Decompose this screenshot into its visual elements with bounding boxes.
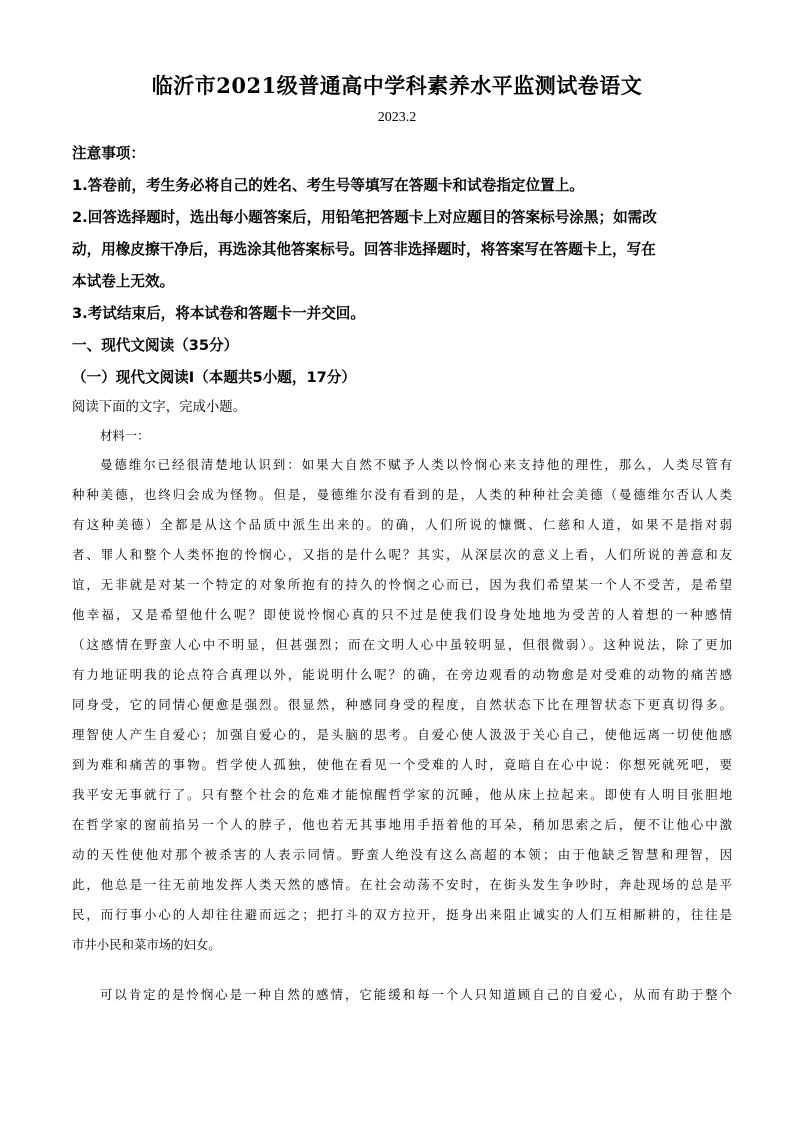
reading-instruction: 阅读下面的文字，完成小题。 [72,400,247,415]
paragraph-line: 动的天性使他对那个被杀害的人表示同情。野蛮人绝没有这么高超的本领；由于他缺乏智慧和理智，因 [72,847,732,862]
notice-heading: 注意事项： [72,145,145,162]
paragraph-line: 谊，无非就是对某一个特定的对象所抱有的持久的怜悯之心而已，因为我们希望某一个人不受苦，是希望 [72,577,732,592]
material-label: 材料一： [100,428,150,443]
paragraph-line: 此，他总是一往无前地发挥人类天然的感情。在社会动荡不安时，在街头发生争吵时，奔赴现场的总是平 [72,877,732,892]
paragraph-line: 同身受，它的同情心便愈是强烈。很显然，种感同身受的程度，自然状态下比在理智状态下更真切得多。 [72,697,732,712]
subsection-heading: （一）现代文阅读Ⅰ（本题共5小题，17分） [72,369,356,386]
paragraph-line: 可以肯定的是怜悯心是一种自然的感情，它能缓和每一个人只知道顾自己的自爱心，从而有助于整个 [100,987,732,1002]
paragraph-line: 曼德维尔已经很清楚地认识到：如果大自然不赋予人类以怜悯心来支持他的理性，那么，人类尽管有 [100,457,732,472]
notice-item: 1.答卷前，考生务必将自己的姓名、考生号等填写在答题卡和试卷指定位置上。 [72,177,584,194]
notice-item: 动，用橡皮擦干净后，再选涂其他答案标号。回答非选择题时，将答案写在答题卡上，写在 [72,241,656,258]
paragraph-line: （这感情在野蛮人心中不明显，但甚强烈；而在文明人心中虽较明显，但很微弱）。这种说法，除了更加 [72,637,732,652]
section-heading: 一、现代文阅读（35分） [72,337,239,354]
notice-item: 3.考试结束后，将本试卷和答题卡一并交回。 [72,305,365,322]
paragraph-line: 理智使人产生自爱心；加强自爱心的，是头脑的思考。自爱心使人汲汲于关心自己，使他远离一切使他感 [72,727,732,742]
exam-date: 2023.2 [377,110,417,125]
paragraph-line: 他幸福，又是希望他什么呢？即使说怜悯心真的只不过是使我们设身处地地为受苦的人着想的一种感情 [72,607,732,622]
notice-item: 2.回答选择题时，选出每小题答案后，用铅笔把答题卡上对应题目的答案标号涂黑；如需改 [72,209,657,226]
paragraph-line: 到为难和痛苦的事物。哲学使人孤独，使他在看见一个受难的人时，竟暗自在心中说：你想死就死吧，要 [72,757,732,772]
paragraph-line: 市井小民和菜市场的妇女。 [72,937,221,952]
notice-item: 本试卷上无效。 [72,273,175,290]
paragraph-line: 者、罪人和整个人类怀抱的怜悯心，又指的是什么呢？其实，从深层次的意义上看，人们所说的善意和友 [72,547,732,562]
paragraph-line: 种种美德，也终归会成为怪物。但是，曼德维尔没有看到的是，人类的种种社会美德（曼德维尔否认人类 [72,487,732,502]
page-title: 临沂市2021级普通高中学科素养水平监测试卷语文 [151,73,643,98]
paragraph-line: 有力地证明我的论点符合真理以外，能说明什么呢？的确，在旁边观看的动物愈是对受难的动物的痛苦感 [72,667,732,682]
paragraph-line: 我平安无事就行了。只有整个社会的危难才能惊醒哲学家的沉睡，他从床上拉起来。即使有人明目张胆地 [72,787,732,802]
paragraph-line: 在哲学家的窗前掐另一个人的脖子，他也若无其事地用手捂着他的耳朵，稍加思索之后，便不让他心中激 [72,817,732,832]
paragraph-line: 有这种美德）全都是从这个品质中派生出来的。的确，人们所说的慷慨、仁慈和人道，如果不是指对弱 [72,517,732,532]
paragraph-line: 民，而行事小心的人却往往避而远之；把打斗的双方拉开，挺身出来阻止诚实的人们互相厮耕的，往往是 [72,907,732,922]
